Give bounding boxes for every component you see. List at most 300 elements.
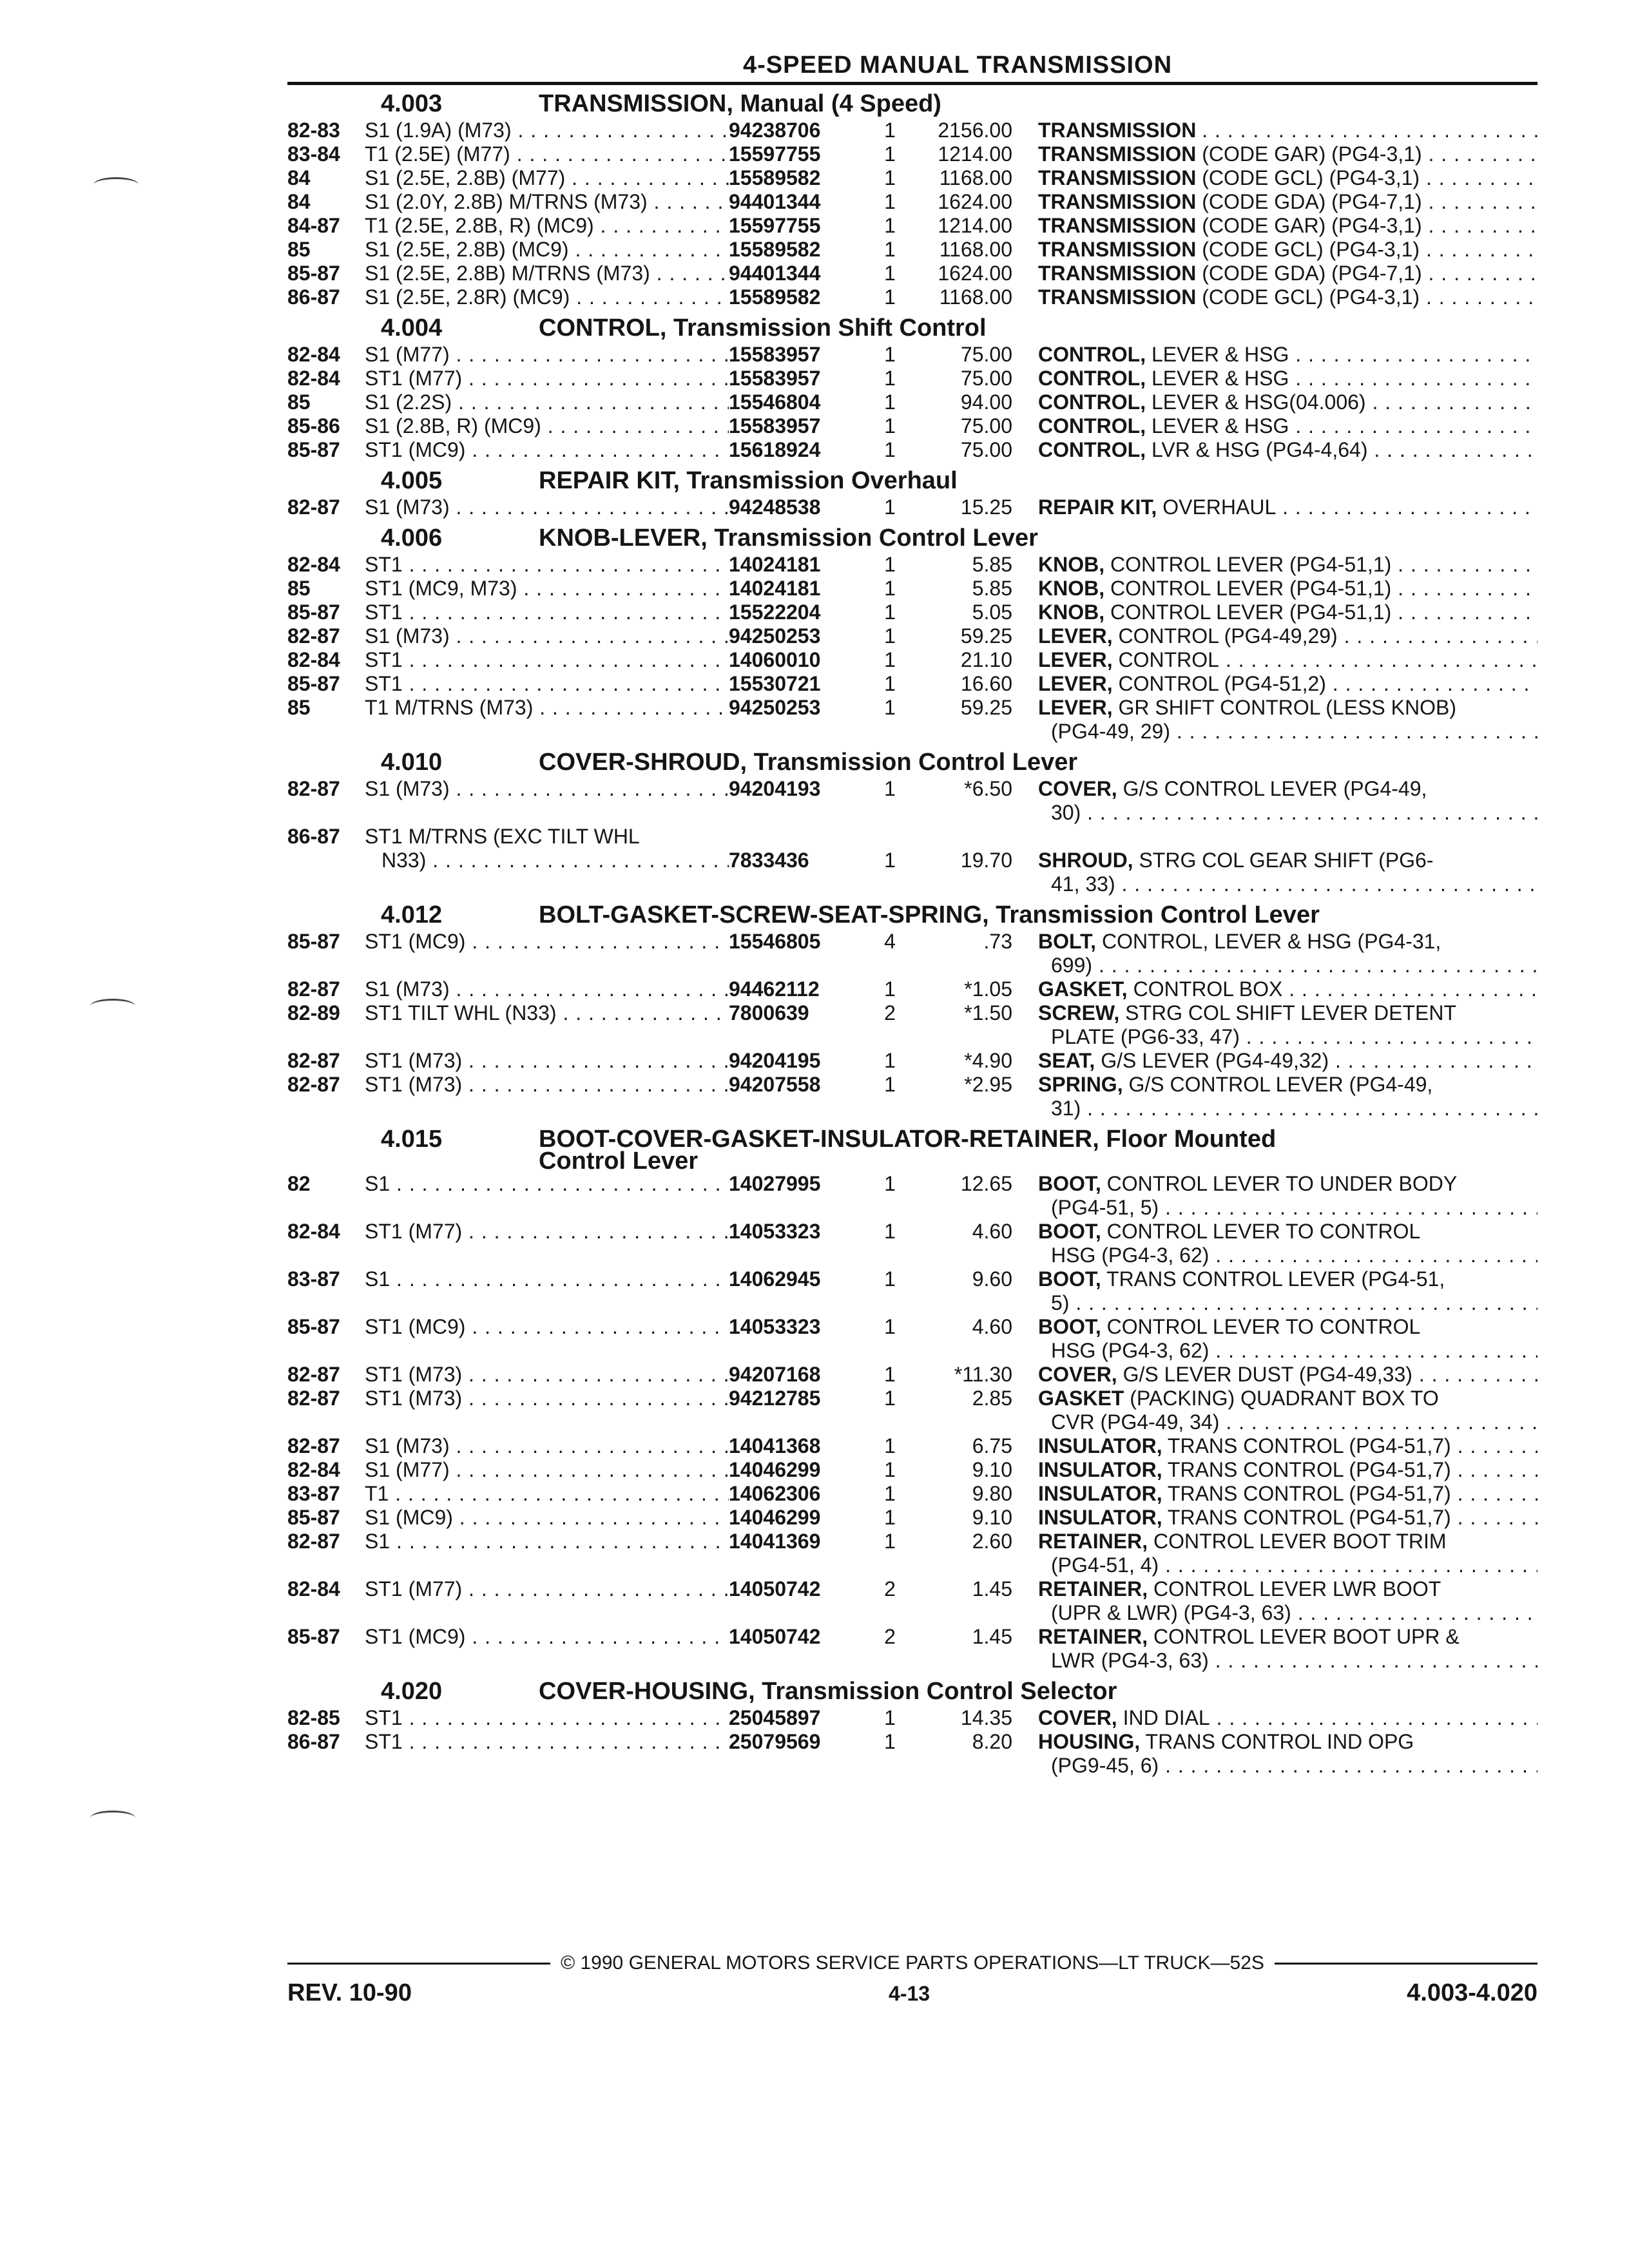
quantity: 1	[884, 624, 896, 648]
description	[1038, 777, 1537, 825]
description-keyword: SHROUD,	[1038, 849, 1133, 872]
description-text: (CODE GCL) (PG4-3,1)	[1202, 238, 1420, 261]
description-text: 31)	[1051, 1097, 1081, 1120]
description-text: (CODE GAR) (PG4-3,1)	[1202, 142, 1422, 166]
quantity: 1	[884, 390, 896, 414]
part-row	[287, 214, 1537, 238]
part-row	[287, 367, 1537, 390]
application-text: ST1 (M73)	[365, 1073, 463, 1096]
part-row	[287, 930, 1537, 977]
description	[1038, 1506, 1537, 1530]
description	[1038, 343, 1537, 367]
part-number: 94212785	[729, 1387, 821, 1410]
part-row	[287, 390, 1537, 414]
margin-mark	[90, 1811, 135, 1825]
model-years: 85	[287, 696, 311, 719]
section-heading	[287, 1677, 1537, 1706]
section-title-text: TRANSMISSION, Manual (4 Speed)	[539, 90, 941, 117]
section-title	[539, 747, 1537, 777]
page-footer	[287, 1952, 1537, 2007]
quantity: 1	[884, 367, 896, 390]
description-keyword: LEVER,	[1038, 672, 1113, 695]
quantity: 2	[884, 1001, 896, 1024]
model-years: 82-87	[287, 1530, 340, 1553]
description	[1038, 495, 1537, 519]
description	[1038, 166, 1537, 190]
description	[1038, 214, 1537, 238]
description-text: CONTROL LEVER TO CONTROL	[1106, 1220, 1421, 1243]
model-years: 82-87	[287, 977, 340, 1001]
application-text: S1 (MC9)	[365, 1506, 453, 1529]
part-row	[287, 1730, 1537, 1778]
description-text: CONTROL LEVER (PG4-51,1)	[1110, 601, 1392, 624]
application-text: ST1 (MC9)	[365, 1625, 466, 1648]
model-years: 82-83	[287, 119, 340, 142]
section-title	[539, 313, 1537, 343]
description	[1038, 696, 1537, 744]
description-text: TRANS CONTROL (PG4-51,7)	[1167, 1434, 1451, 1457]
description	[1038, 1434, 1537, 1458]
description-line	[1038, 1458, 1537, 1482]
description	[1038, 930, 1537, 977]
application-text: ST1 (MC9)	[365, 1315, 466, 1338]
application	[365, 1049, 729, 1073]
description-line	[1038, 190, 1537, 214]
description-text: (CODE GAR) (PG4-3,1)	[1202, 214, 1422, 237]
part-number: 14053323	[729, 1315, 821, 1338]
description-continued	[1038, 1025, 1537, 1049]
part-number: 25045897	[729, 1706, 821, 1729]
part-number: 14041368	[729, 1434, 821, 1457]
description-line	[1038, 1625, 1537, 1649]
description-keyword: TRANSMISSION	[1038, 142, 1197, 166]
quantity: 1	[884, 1506, 896, 1529]
description	[1038, 367, 1537, 390]
description-text: 699)	[1051, 954, 1093, 977]
section-number: 4.005	[381, 467, 443, 494]
application-text: S1 (2.2S)	[365, 390, 452, 414]
part-number: 94462112	[729, 977, 820, 1001]
section-heading	[287, 523, 1537, 553]
part-number: 15530721	[729, 672, 821, 695]
description-text: 30)	[1051, 801, 1081, 824]
part-row	[287, 696, 1537, 744]
part-number: 7800639	[729, 1001, 809, 1024]
price: 12.65	[960, 1172, 1012, 1195]
catalog-section	[287, 89, 1537, 309]
quantity: 4	[884, 930, 896, 953]
price: 5.85	[972, 553, 1012, 576]
description	[1038, 262, 1537, 285]
quantity: 2	[884, 1625, 896, 1648]
application	[365, 1387, 729, 1410]
description-keyword: CONTROL,	[1038, 414, 1146, 437]
description-text: CONTROL (PG4-49,29)	[1118, 624, 1338, 648]
application	[365, 1625, 729, 1649]
application	[365, 142, 729, 166]
price: 6.75	[972, 1434, 1012, 1457]
part-number: 94401344	[729, 190, 821, 213]
model-years: 83-84	[287, 142, 340, 166]
description-text: GR SHIFT CONTROL (LESS KNOB)	[1118, 696, 1456, 719]
description-text: CONTROL LEVER BOOT UPR &	[1153, 1625, 1460, 1648]
application	[365, 1730, 729, 1754]
model-years: 85-87	[287, 1506, 340, 1529]
description-text: (CODE GCL) (PG4-3,1)	[1202, 285, 1420, 309]
description-text: HSG (PG4-3, 62)	[1051, 1339, 1210, 1362]
description-keyword: INSULATOR,	[1038, 1458, 1162, 1481]
description-text: TRANS CONTROL LEVER (PG4-51,	[1106, 1267, 1445, 1291]
part-row	[287, 142, 1537, 166]
part-number: 14046299	[729, 1458, 821, 1481]
model-years: 85	[287, 390, 311, 414]
description	[1038, 438, 1537, 462]
description-line	[1038, 1482, 1537, 1506]
quantity: 1	[884, 142, 896, 166]
quantity: 1	[884, 214, 896, 237]
description-line	[1038, 1434, 1537, 1458]
model-years: 82-87	[287, 1387, 340, 1410]
description-text: LEVER & HSG	[1151, 367, 1289, 390]
price: 1168.00	[939, 238, 1012, 261]
part-row	[287, 1073, 1537, 1120]
model-years: 82-84	[287, 1577, 340, 1600]
quantity: 1	[884, 438, 896, 461]
model-years: 85-86	[287, 414, 340, 437]
description-line	[1038, 553, 1537, 577]
quantity: 1	[884, 1730, 896, 1753]
price: 4.60	[972, 1315, 1012, 1338]
part-number: 14060010	[729, 648, 821, 671]
description-text: G/S LEVER DUST (PG4-49,33)	[1123, 1363, 1412, 1386]
application	[365, 696, 729, 720]
description-keyword: KNOB,	[1038, 601, 1105, 624]
description-text: LVR & HSG (PG4-4,64)	[1151, 438, 1368, 461]
part-row	[287, 1267, 1537, 1315]
application-text: ST1	[365, 672, 403, 695]
part-number: 14046299	[729, 1506, 821, 1529]
part-row	[287, 285, 1537, 309]
price: *2.95	[964, 1073, 1012, 1096]
part-number: 94401344	[729, 262, 821, 285]
price: 15.25	[960, 495, 1012, 519]
description-continued	[1038, 1553, 1537, 1577]
description-keyword: CONTROL,	[1038, 343, 1146, 366]
description-keyword: CONTROL,	[1038, 367, 1146, 390]
description-continued	[1038, 1410, 1537, 1434]
quantity: 1	[884, 696, 896, 719]
description	[1038, 825, 1537, 896]
description-text: CVR (PG4-49, 34)	[1051, 1410, 1220, 1434]
description-text: OVERHAUL	[1162, 495, 1277, 519]
application-text: S1 (2.5E, 2.8B) (MC9)	[365, 238, 569, 261]
part-row	[287, 438, 1537, 462]
application	[365, 930, 729, 954]
price: .73	[983, 930, 1012, 953]
model-years: 82-87	[287, 1073, 340, 1096]
price: 75.00	[960, 438, 1012, 461]
description-line	[1038, 1315, 1537, 1339]
model-years: 85-87	[287, 1315, 340, 1338]
part-number: 94207558	[729, 1073, 821, 1096]
part-row	[287, 1506, 1537, 1530]
part-number: 15583957	[729, 414, 821, 437]
application-text: S1	[365, 1267, 390, 1291]
revision-label: REV. 10-90	[287, 1979, 412, 2006]
application-text: S1 (2.8B, R) (MC9)	[365, 414, 541, 437]
description-text: CONTROL BOX	[1133, 977, 1283, 1001]
application-text: S1 (M73)	[365, 977, 450, 1001]
section-heading	[287, 900, 1537, 930]
application	[365, 1706, 729, 1730]
part-number: 14041369	[729, 1530, 821, 1553]
part-number: 15583957	[729, 367, 821, 390]
description-text: CONTROL LEVER BOOT TRIM	[1153, 1530, 1447, 1553]
application	[365, 1458, 729, 1482]
description-keyword: RETAINER,	[1038, 1577, 1148, 1600]
description-text: CONTROL LEVER (PG4-51,1)	[1110, 553, 1392, 576]
description-keyword: TRANSMISSION	[1038, 119, 1197, 142]
price: 1168.00	[939, 285, 1012, 309]
price: 5.05	[972, 601, 1012, 624]
model-years: 82-84	[287, 648, 340, 671]
section-heading	[287, 747, 1537, 777]
price: 59.25	[960, 624, 1012, 648]
application	[365, 977, 729, 1001]
description	[1038, 285, 1537, 309]
application-text: ST1 (M77)	[365, 1220, 463, 1243]
description	[1038, 977, 1537, 1001]
model-years: 82	[287, 1172, 311, 1195]
price: *11.30	[954, 1363, 1012, 1386]
section-title-text: COVER-HOUSING, Transmission Control Selector	[539, 1678, 1117, 1705]
price: 2.60	[972, 1530, 1012, 1553]
description-text: PLATE (PG6-33, 47)	[1051, 1025, 1240, 1048]
quantity: 1	[884, 672, 896, 695]
application-text: S1 (M77)	[365, 343, 450, 366]
part-number: 14062945	[729, 1267, 821, 1291]
section-title-text: CONTROL, Transmission Shift Control	[539, 314, 987, 341]
part-row	[287, 1625, 1537, 1673]
section-number: 4.015	[381, 1126, 443, 1153]
model-years: 85-87	[287, 262, 340, 285]
application	[365, 777, 729, 801]
quantity: 1	[884, 285, 896, 309]
model-years: 85-87	[287, 601, 340, 624]
description	[1038, 1049, 1537, 1073]
part-row	[287, 553, 1537, 577]
price: 2.85	[972, 1387, 1012, 1410]
description-keyword: KNOB,	[1038, 577, 1105, 600]
part-number: 7833436	[729, 849, 809, 872]
part-number: 15546804	[729, 390, 821, 414]
application-text: S1 (2.5E, 2.8B) (M77)	[365, 166, 566, 189]
quantity: 1	[884, 1073, 896, 1096]
description-text: (PG4-49, 29)	[1051, 720, 1170, 743]
description-line	[1038, 390, 1537, 414]
section-heading	[287, 313, 1537, 343]
description-text: TRANS CONTROL (PG4-51,7)	[1167, 1482, 1451, 1505]
model-years: 86-87	[287, 1730, 340, 1753]
description-text: LEVER & HSG(04.006)	[1151, 390, 1366, 414]
price: 9.80	[972, 1482, 1012, 1505]
part-row	[287, 648, 1537, 672]
application-text: ST1 M/TRNS (EXC TILT WHL	[365, 825, 640, 848]
part-row	[287, 495, 1537, 519]
description-line	[1038, 262, 1537, 285]
application-text: S1 (1.9A) (M73)	[365, 119, 512, 142]
description-keyword: COVER,	[1038, 1363, 1117, 1386]
description-text: IND DIAL	[1123, 1706, 1210, 1729]
application	[365, 1315, 729, 1339]
model-years: 84	[287, 190, 311, 213]
quantity: 2	[884, 1577, 896, 1600]
section-title	[539, 466, 1537, 495]
application-text: S1 (M73)	[365, 1434, 450, 1457]
description-keyword: RETAINER,	[1038, 1530, 1148, 1553]
part-row	[287, 414, 1537, 438]
application	[365, 601, 729, 624]
application	[365, 119, 729, 142]
section-number: 4.010	[381, 749, 443, 776]
description-keyword: CONTROL,	[1038, 438, 1146, 461]
section-number: 4.004	[381, 314, 443, 341]
part-number: 14053323	[729, 1220, 821, 1243]
application-text: S1	[365, 1172, 390, 1195]
description-keyword: TRANSMISSION	[1038, 238, 1197, 261]
model-years: 85-87	[287, 1625, 340, 1648]
part-row	[287, 1172, 1537, 1220]
quantity: 1	[884, 495, 896, 519]
model-years: 83-87	[287, 1482, 340, 1505]
description-line	[1038, 1172, 1537, 1196]
description-continued	[1038, 872, 1537, 896]
application	[365, 238, 729, 262]
quantity: 1	[884, 119, 896, 142]
description	[1038, 238, 1537, 262]
description	[1038, 1267, 1537, 1315]
price: 16.60	[960, 672, 1012, 695]
part-row	[287, 777, 1537, 825]
part-row	[287, 1577, 1537, 1625]
description-continued	[1038, 1097, 1537, 1120]
section-number: 4.020	[381, 1678, 443, 1705]
part-row	[287, 1387, 1537, 1434]
description-text: CONTROL LEVER (PG4-51,1)	[1110, 577, 1392, 600]
model-years: 85-87	[287, 672, 340, 695]
catalog-section	[287, 466, 1537, 519]
part-number: 94250253	[729, 624, 821, 648]
description-text: TRANS CONTROL IND OPG	[1145, 1730, 1414, 1753]
description-line	[1038, 495, 1537, 519]
description-line	[1038, 414, 1537, 438]
price: 1.45	[972, 1625, 1012, 1648]
application	[365, 1267, 729, 1291]
catalog-section	[287, 313, 1537, 462]
application-text: S1 (2.5E, 2.8R) (MC9)	[365, 285, 570, 309]
model-years: 82-89	[287, 1001, 340, 1024]
description-keyword: INSULATOR,	[1038, 1434, 1162, 1457]
application	[365, 214, 729, 238]
quantity: 1	[884, 1315, 896, 1338]
description-text: (PG9-45, 6)	[1051, 1754, 1159, 1777]
description	[1038, 1220, 1537, 1267]
application	[365, 1363, 729, 1387]
description-keyword: KNOB,	[1038, 553, 1105, 576]
part-number: 14024181	[729, 553, 821, 576]
quantity: 1	[884, 343, 896, 366]
header-rule	[287, 82, 1537, 85]
section-title-text: COVER-SHROUD, Transmission Control Lever	[539, 749, 1078, 776]
part-row	[287, 1001, 1537, 1049]
price: 9.60	[972, 1267, 1012, 1291]
quantity: 1	[884, 1363, 896, 1386]
description-keyword: TRANSMISSION	[1038, 262, 1197, 285]
description-line	[1038, 696, 1537, 720]
description-line	[1038, 1387, 1537, 1410]
description-text: CONTROL	[1118, 648, 1219, 671]
price: 59.25	[960, 696, 1012, 719]
part-number: 94248538	[729, 495, 821, 519]
part-number: 15618924	[729, 438, 821, 461]
application	[365, 577, 729, 601]
part-number: 15522204	[729, 601, 821, 624]
part-row	[287, 1530, 1537, 1577]
description	[1038, 1730, 1537, 1778]
description-text: LEVER & HSG	[1151, 414, 1289, 437]
application	[365, 825, 729, 872]
catalog-page	[287, 52, 1537, 2042]
description	[1038, 119, 1537, 142]
description	[1038, 1458, 1537, 1482]
description	[1038, 624, 1537, 648]
price: 1214.00	[938, 142, 1012, 166]
quantity: 1	[884, 1482, 896, 1505]
model-years: 82-87	[287, 624, 340, 648]
price: 75.00	[960, 343, 1012, 366]
description	[1038, 1363, 1537, 1387]
price: 4.60	[972, 1220, 1012, 1243]
description-keyword: GASKET,	[1038, 977, 1128, 1001]
part-row	[287, 119, 1537, 142]
description-text: (CODE GDA) (PG4-7,1)	[1202, 190, 1422, 213]
description-keyword: TRANSMISSION	[1038, 166, 1197, 189]
model-years: 82-85	[287, 1706, 340, 1729]
description-line	[1038, 977, 1537, 1001]
price: 14.35	[960, 1706, 1012, 1729]
description	[1038, 1001, 1537, 1049]
price: 9.10	[972, 1458, 1012, 1481]
section-heading	[287, 89, 1537, 119]
description-keyword: INSULATOR,	[1038, 1482, 1162, 1505]
description-line	[1038, 672, 1537, 696]
part-number: 15583957	[729, 343, 821, 366]
application-text: ST1 (M73)	[365, 1049, 463, 1072]
section-heading	[287, 1124, 1537, 1175]
description-keyword: TRANSMISSION	[1038, 190, 1197, 213]
description-text: G/S LEVER (PG4-49,32)	[1101, 1049, 1329, 1072]
description-keyword: BOLT,	[1038, 930, 1097, 953]
part-row	[287, 238, 1537, 262]
application-text: ST1 (MC9)	[365, 930, 466, 953]
part-number: 94207168	[729, 1363, 821, 1386]
footer-rule-left	[287, 1963, 550, 1965]
application-text: S1 (M77)	[365, 1458, 450, 1481]
description-line	[1038, 1073, 1537, 1097]
model-years: 85	[287, 238, 311, 261]
description-line	[1038, 285, 1537, 309]
application	[365, 190, 729, 214]
